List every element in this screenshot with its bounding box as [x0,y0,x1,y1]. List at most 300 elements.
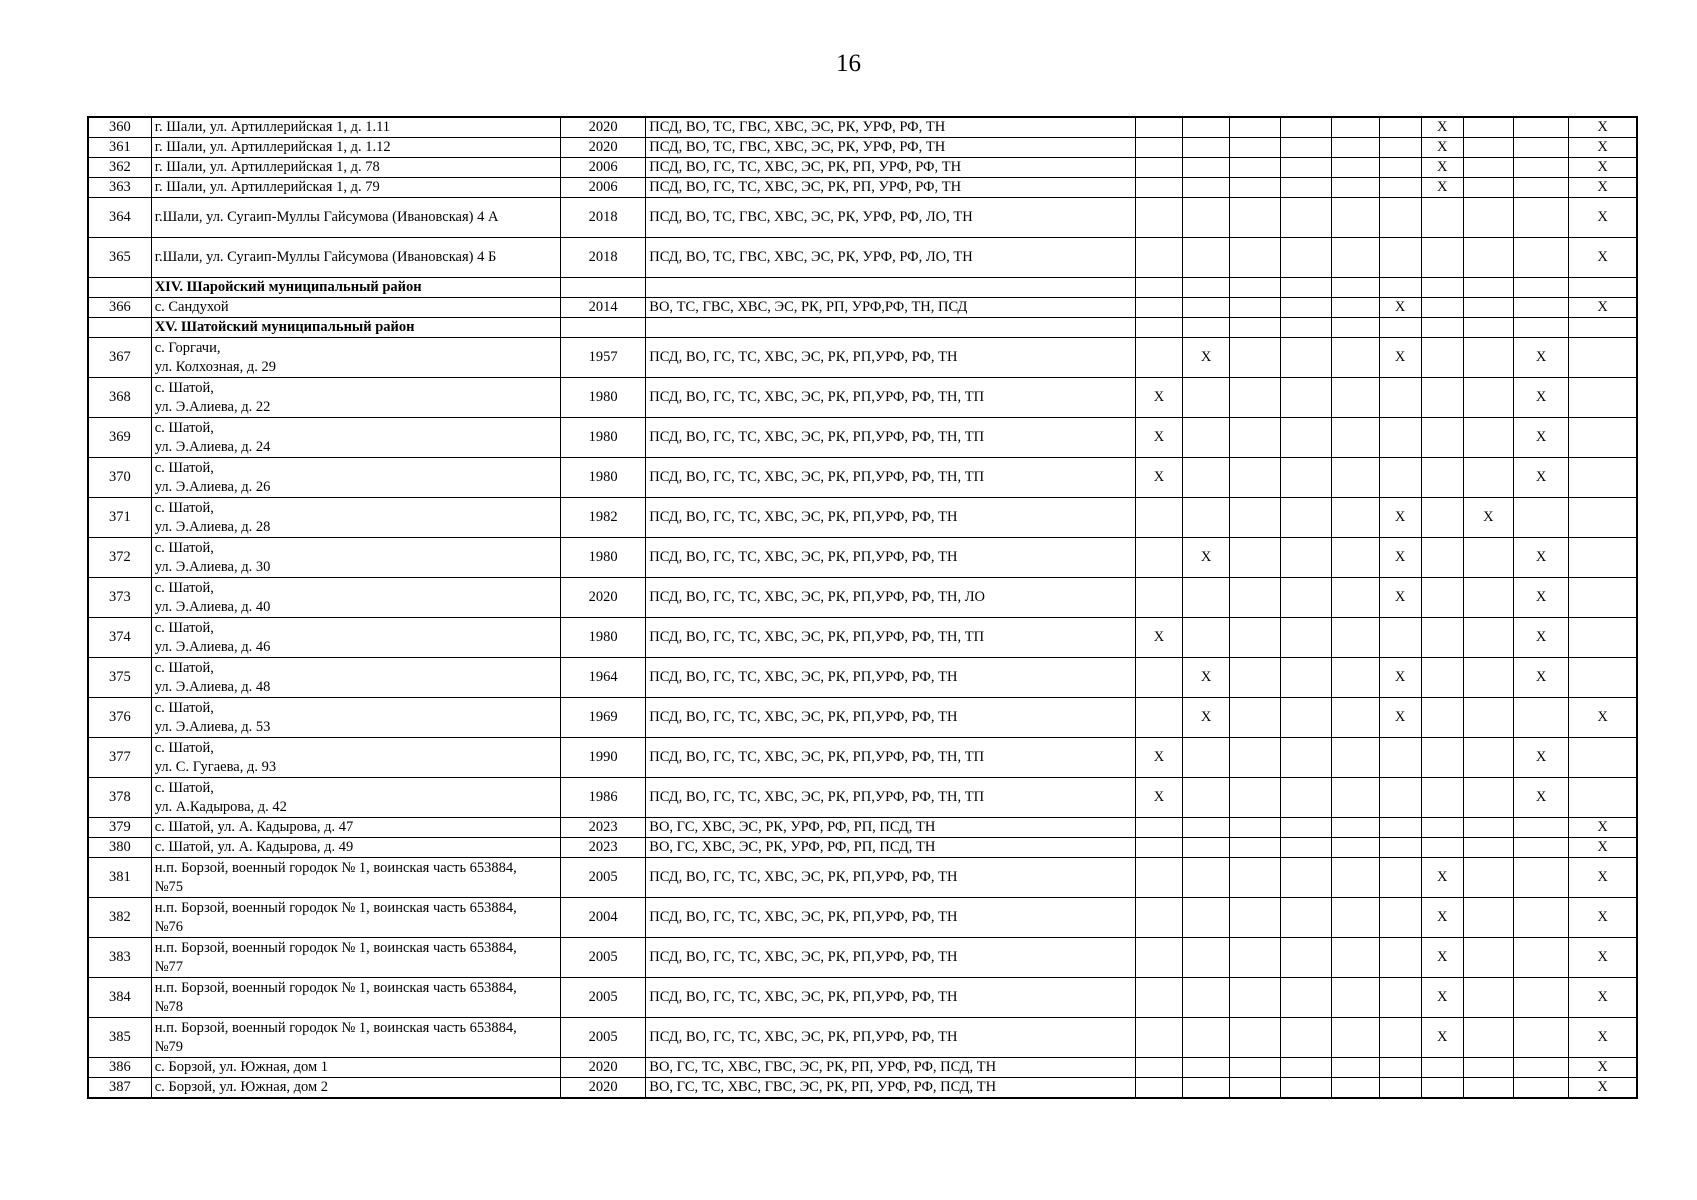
year-cell: 1980 [561,378,646,418]
mark-cell [1332,138,1379,158]
mark-cell [1332,898,1379,938]
mark-cell [1135,1078,1182,1099]
mark-cell: X [1514,458,1569,498]
mark-cell [1421,498,1463,538]
mark-cell [1569,418,1637,458]
mark-cell [1569,498,1637,538]
mark-cell [1421,1058,1463,1078]
year-cell: 2023 [561,818,646,838]
address-cell: н.п. Борзой, военный городок № 1, воинская часть 653884, №75 [151,858,560,898]
row-number-cell: 376 [88,698,151,738]
section-title-cell: XV. Шатойский муниципальный район [151,318,560,338]
mark-cell [1379,318,1421,338]
mark-cell [1569,618,1637,658]
mark-cell: X [1379,538,1421,578]
mark-cell [1183,858,1230,898]
row-number-cell: 360 [88,117,151,138]
works-list-cell: ПСД, ВО, ГС, ТС, ХВС, ЭС, РК, РП,УРФ, РФ, ТН, ТП [646,778,1136,818]
mark-cell [1379,858,1421,898]
mark-cell [1230,418,1281,458]
row-number-cell: 361 [88,138,151,158]
mark-cell [1332,117,1379,138]
mark-cell [1379,838,1421,858]
row-number-cell: 362 [88,158,151,178]
mark-cell [1332,838,1379,858]
mark-cell [1332,318,1379,338]
mark-cell: X [1514,378,1569,418]
address-cell: с. Шатой, ул. Э.Алиева, д. 48 [151,658,560,698]
works-list-cell: ПСД, ВО, ГС, ТС, ХВС, ЭС, РК, РП, УРФ, РФ, ТН [646,178,1136,198]
mark-cell: X [1569,178,1637,198]
table-row [88,578,1637,618]
mark-cell [1332,978,1379,1018]
mark-cell: X [1379,658,1421,698]
mark-cell: X [1569,898,1637,938]
mark-cell [1332,498,1379,538]
mark-cell [1281,1078,1332,1099]
mark-cell [1281,498,1332,538]
table-row [88,698,1637,738]
works-list-cell [646,278,1136,298]
mark-cell: X [1135,458,1182,498]
mark-cell [1514,898,1569,938]
mark-cell: X [1183,698,1230,738]
table-row [88,618,1637,658]
mark-cell [1421,1078,1463,1099]
works-list-cell: ВО, ГС, ХВС, ЭС, РК, УРФ, РФ, РП, ПСД, ТН [646,838,1136,858]
mark-cell [1379,818,1421,838]
mark-cell: X [1421,1018,1463,1058]
mark-cell [1230,318,1281,338]
mark-cell [1332,158,1379,178]
address-cell: с. Борзой, ул. Южная, дом 2 [151,1078,560,1099]
mark-cell: X [1183,658,1230,698]
table-row [88,778,1637,818]
mark-cell [1281,418,1332,458]
mark-cell [1463,698,1513,738]
mark-cell [1421,818,1463,838]
row-number-cell: 365 [88,238,151,278]
works-list-cell: ПСД, ВО, ГС, ТС, ХВС, ЭС, РК, РП,УРФ, РФ, ТН [646,1018,1136,1058]
mark-cell [1281,318,1332,338]
mark-cell [1463,278,1513,298]
mark-cell [1135,138,1182,158]
works-list-cell: ПСД, ВО, ГС, ТС, ХВС, ЭС, РК, РП,УРФ, РФ, ТН [646,538,1136,578]
section-title-cell: XIV. Шаройский муниципальный район [151,278,560,298]
mark-cell [1230,238,1281,278]
works-list-cell: ПСД, ВО, ГС, ТС, ХВС, ЭС, РК, РП,УРФ, РФ, ТН [646,658,1136,698]
mark-cell [1514,498,1569,538]
mark-cell [1569,378,1637,418]
table-row [88,898,1637,938]
mark-cell [1332,1078,1379,1099]
year-cell: 1980 [561,458,646,498]
year-cell: 1964 [561,658,646,698]
mark-cell [1463,818,1513,838]
mark-cell [1183,1078,1230,1099]
mark-cell [1332,858,1379,898]
mark-cell [1514,278,1569,298]
mark-cell [1379,418,1421,458]
mark-cell: X [1569,158,1637,178]
table-row [88,858,1637,898]
row-number-cell: 385 [88,1018,151,1058]
works-list-cell: ПСД, ВО, ГС, ТС, ХВС, ЭС, РК, РП,УРФ, РФ, ТН, ТП [646,618,1136,658]
works-list-cell: ПСД, ВО, ГС, ТС, ХВС, ЭС, РК, РП,УРФ, РФ, ТН, ТП [646,738,1136,778]
mark-cell [1281,338,1332,378]
mark-cell [1332,1058,1379,1078]
table-row [88,938,1637,978]
mark-cell [1379,618,1421,658]
row-number-cell [88,278,151,298]
mark-cell [1332,1018,1379,1058]
row-number-cell: 378 [88,778,151,818]
mark-cell [1135,978,1182,1018]
year-cell: 2006 [561,178,646,198]
address-cell: г. Шали, ул. Артиллерийская 1, д. 78 [151,158,560,178]
mark-cell [1514,158,1569,178]
page-number: 16 [836,50,861,77]
mark-cell [1463,158,1513,178]
year-cell: 2020 [561,117,646,138]
mark-cell [1463,1078,1513,1099]
address-cell: г. Шали, ул. Артиллерийская 1, д. 1.11 [151,117,560,138]
registry-body [88,117,1637,1098]
mark-cell [1230,778,1281,818]
table-row [88,838,1637,858]
mark-cell [1281,158,1332,178]
works-list-cell: ПСД, ВО, ГС, ТС, ХВС, ЭС, РК, РП,УРФ, РФ, ТН, ТП [646,458,1136,498]
table-row [88,238,1637,278]
works-list-cell: ПСД, ВО, ГС, ТС, ХВС, ЭС, РК, РП,УРФ, РФ, ТН, ТП [646,378,1136,418]
mark-cell [1183,1018,1230,1058]
table-row [88,538,1637,578]
mark-cell: X [1463,498,1513,538]
mark-cell [1514,978,1569,1018]
mark-cell [1135,578,1182,618]
address-cell: с. Шатой, ул. А.Кадырова, д. 42 [151,778,560,818]
mark-cell [1463,538,1513,578]
mark-cell [1332,818,1379,838]
works-list-cell: ПСД, ВО, ГС, ТС, ХВС, ЭС, РК, РП,УРФ, РФ, ТН, ТП [646,418,1136,458]
mark-cell [1183,1058,1230,1078]
mark-cell: X [1135,738,1182,778]
mark-cell [1230,698,1281,738]
year-cell: 2005 [561,938,646,978]
mark-cell [1230,298,1281,318]
mark-cell [1135,238,1182,278]
mark-cell [1379,938,1421,978]
mark-cell [1463,1058,1513,1078]
mark-cell [1183,618,1230,658]
mark-cell [1332,778,1379,818]
mark-cell [1463,418,1513,458]
mark-cell: X [1569,298,1637,318]
mark-cell [1230,138,1281,158]
mark-cell: X [1379,698,1421,738]
mark-cell [1332,658,1379,698]
mark-cell [1569,738,1637,778]
address-cell: с. Шатой, ул. Э.Алиева, д. 40 [151,578,560,618]
mark-cell: X [1421,117,1463,138]
mark-cell [1463,738,1513,778]
mark-cell [1421,778,1463,818]
mark-cell [1281,978,1332,1018]
mark-cell [1514,238,1569,278]
mark-cell [1421,278,1463,298]
mark-cell [1514,178,1569,198]
row-number-cell: 368 [88,378,151,418]
year-cell: 2020 [561,138,646,158]
mark-cell: X [1135,418,1182,458]
address-cell: г. Шали, ул. Артиллерийская 1, д. 1.12 [151,138,560,158]
mark-cell [1463,1018,1513,1058]
mark-cell: X [1569,138,1637,158]
mark-cell [1281,838,1332,858]
mark-cell [1183,778,1230,818]
section-header-row [88,278,1637,298]
mark-cell [1135,178,1182,198]
mark-cell [1230,378,1281,418]
row-number-cell: 363 [88,178,151,198]
year-cell [561,278,646,298]
works-list-cell [646,318,1136,338]
works-list-cell: ПСД, ВО, ГС, ТС, ХВС, ЭС, РК, РП,УРФ, РФ, ТН [646,698,1136,738]
mark-cell [1135,698,1182,738]
mark-cell [1281,658,1332,698]
address-cell: с. Шатой, ул. Э.Алиева, д. 24 [151,418,560,458]
address-cell: н.п. Борзой, военный городок № 1, воинская часть 653884, №77 [151,938,560,978]
mark-cell [1135,298,1182,318]
table-row [88,158,1637,178]
mark-cell [1230,898,1281,938]
mark-cell [1332,738,1379,778]
mark-cell [1332,578,1379,618]
mark-cell [1379,278,1421,298]
mark-cell [1135,338,1182,378]
table-row [88,498,1637,538]
works-list-cell: ПСД, ВО, ТС, ГВС, ХВС, ЭС, РК, УРФ, РФ, ТН [646,117,1136,138]
mark-cell [1332,458,1379,498]
mark-cell: X [1569,238,1637,278]
mark-cell [1230,858,1281,898]
mark-cell [1332,618,1379,658]
mark-cell [1463,858,1513,898]
row-number-cell: 381 [88,858,151,898]
mark-cell [1379,178,1421,198]
row-number-cell: 377 [88,738,151,778]
mark-cell: X [1569,938,1637,978]
row-number-cell: 364 [88,198,151,238]
address-cell: с. Сандухой [151,298,560,318]
mark-cell [1230,158,1281,178]
mark-cell [1569,318,1637,338]
mark-cell: X [1135,618,1182,658]
mark-cell [1183,158,1230,178]
mark-cell [1230,938,1281,978]
table-row [88,178,1637,198]
row-number-cell: 386 [88,1058,151,1078]
mark-cell [1281,698,1332,738]
row-number-cell: 387 [88,1078,151,1099]
mark-cell [1379,1018,1421,1058]
mark-cell [1379,238,1421,278]
table-row [88,378,1637,418]
mark-cell [1379,158,1421,178]
row-number-cell: 375 [88,658,151,698]
works-list-cell: ПСД, ВО, ГС, ТС, ХВС, ЭС, РК, РП, УРФ, РФ, ТН [646,158,1136,178]
row-number-cell [88,318,151,338]
mark-cell: X [1514,658,1569,698]
address-cell: с. Шатой, ул. С. Гугаева, д. 93 [151,738,560,778]
mark-cell [1379,198,1421,238]
year-cell: 1957 [561,338,646,378]
mark-cell [1569,338,1637,378]
mark-cell [1230,578,1281,618]
row-number-cell: 380 [88,838,151,858]
year-cell: 1980 [561,418,646,458]
mark-cell [1183,458,1230,498]
mark-cell [1281,938,1332,978]
address-cell: с. Шатой, ул. Э.Алиева, д. 46 [151,618,560,658]
mark-cell [1421,418,1463,458]
mark-cell [1463,178,1513,198]
works-list-cell: ВО, ГС, ТС, ХВС, ГВС, ЭС, РК, РП, УРФ, РФ, ПСД, ТН [646,1058,1136,1078]
works-list-cell: ВО, ТС, ГВС, ХВС, ЭС, РК, РП, УРФ,РФ, ТН, ПСД [646,298,1136,318]
works-list-cell: ПСД, ВО, ГС, ТС, ХВС, ЭС, РК, РП,УРФ, РФ, ТН [646,498,1136,538]
mark-cell [1463,458,1513,498]
mark-cell: X [1379,338,1421,378]
mark-cell [1230,738,1281,778]
mark-cell [1230,198,1281,238]
mark-cell [1463,378,1513,418]
row-number-cell: 367 [88,338,151,378]
mark-cell [1230,818,1281,838]
works-list-cell: ВО, ГС, ХВС, ЭС, РК, УРФ, РФ, РП, ПСД, ТН [646,818,1136,838]
year-cell: 2005 [561,1018,646,1058]
mark-cell: X [1569,1078,1637,1099]
mark-cell [1281,178,1332,198]
mark-cell [1463,117,1513,138]
mark-cell [1514,838,1569,858]
mark-cell [1183,238,1230,278]
address-cell: с. Горгачи, ул. Колхозная, д. 29 [151,338,560,378]
mark-cell [1281,378,1332,418]
mark-cell [1514,1018,1569,1058]
mark-cell [1514,938,1569,978]
mark-cell [1514,818,1569,838]
mark-cell: X [1421,138,1463,158]
mark-cell [1421,578,1463,618]
mark-cell: X [1421,858,1463,898]
mark-cell [1463,898,1513,938]
mark-cell: X [1569,698,1637,738]
works-list-cell: ПСД, ВО, ГС, ТС, ХВС, ЭС, РК, РП,УРФ, РФ, ТН [646,858,1136,898]
year-cell: 2020 [561,1078,646,1099]
mark-cell [1569,778,1637,818]
mark-cell: X [1569,858,1637,898]
mark-cell [1421,298,1463,318]
mark-cell [1183,418,1230,458]
mark-cell [1332,198,1379,238]
row-number-cell: 372 [88,538,151,578]
mark-cell [1514,858,1569,898]
mark-cell [1183,978,1230,1018]
row-number-cell: 369 [88,418,151,458]
mark-cell [1421,658,1463,698]
mark-cell [1379,978,1421,1018]
mark-cell: X [1569,978,1637,1018]
mark-cell [1183,138,1230,158]
mark-cell: X [1421,938,1463,978]
mark-cell [1230,338,1281,378]
mark-cell [1421,378,1463,418]
table-row [88,338,1637,378]
mark-cell [1281,198,1332,238]
mark-cell: X [1514,538,1569,578]
table-row [88,978,1637,1018]
address-cell: н.п. Борзой, военный городок № 1, воинская часть 653884, №78 [151,978,560,1018]
table-row [88,138,1637,158]
year-cell: 1980 [561,618,646,658]
mark-cell [1183,298,1230,318]
works-list-cell: ПСД, ВО, ГС, ТС, ХВС, ЭС, РК, РП,УРФ, РФ, ТН [646,938,1136,978]
mark-cell [1569,658,1637,698]
works-list-cell: ПСД, ВО, ГС, ТС, ХВС, ЭС, РК, РП,УРФ, РФ, ТН [646,338,1136,378]
mark-cell [1332,378,1379,418]
year-cell: 1980 [561,538,646,578]
mark-cell [1569,578,1637,618]
year-cell: 2005 [561,978,646,1018]
mark-cell [1463,198,1513,238]
mark-cell [1230,978,1281,1018]
year-cell: 2018 [561,198,646,238]
mark-cell [1135,198,1182,238]
mark-cell [1183,898,1230,938]
mark-cell [1230,1018,1281,1058]
mark-cell [1463,238,1513,278]
year-cell: 2005 [561,858,646,898]
mark-cell [1230,458,1281,498]
mark-cell [1183,198,1230,238]
mark-cell [1230,658,1281,698]
mark-cell [1281,738,1332,778]
mark-cell [1514,298,1569,318]
mark-cell [1332,938,1379,978]
mark-cell [1421,738,1463,778]
mark-cell [1421,238,1463,278]
mark-cell [1421,458,1463,498]
mark-cell: X [1379,578,1421,618]
mark-cell: X [1514,418,1569,458]
year-cell: 1986 [561,778,646,818]
works-list-cell: ПСД, ВО, ГС, ТС, ХВС, ЭС, РК, РП,УРФ, РФ, ТН, ЛО [646,578,1136,618]
address-cell: н.п. Борзой, военный городок № 1, воинская часть 653884, №76 [151,898,560,938]
mark-cell [1463,938,1513,978]
mark-cell [1514,117,1569,138]
address-cell: с. Шатой, ул. Э.Алиева, д. 26 [151,458,560,498]
mark-cell [1463,338,1513,378]
mark-cell [1183,117,1230,138]
mark-cell [1463,578,1513,618]
mark-cell [1379,458,1421,498]
mark-cell [1421,318,1463,338]
mark-cell [1514,318,1569,338]
mark-cell: X [1379,498,1421,538]
year-cell: 1990 [561,738,646,778]
year-cell: 2006 [561,158,646,178]
section-header-row [88,318,1637,338]
